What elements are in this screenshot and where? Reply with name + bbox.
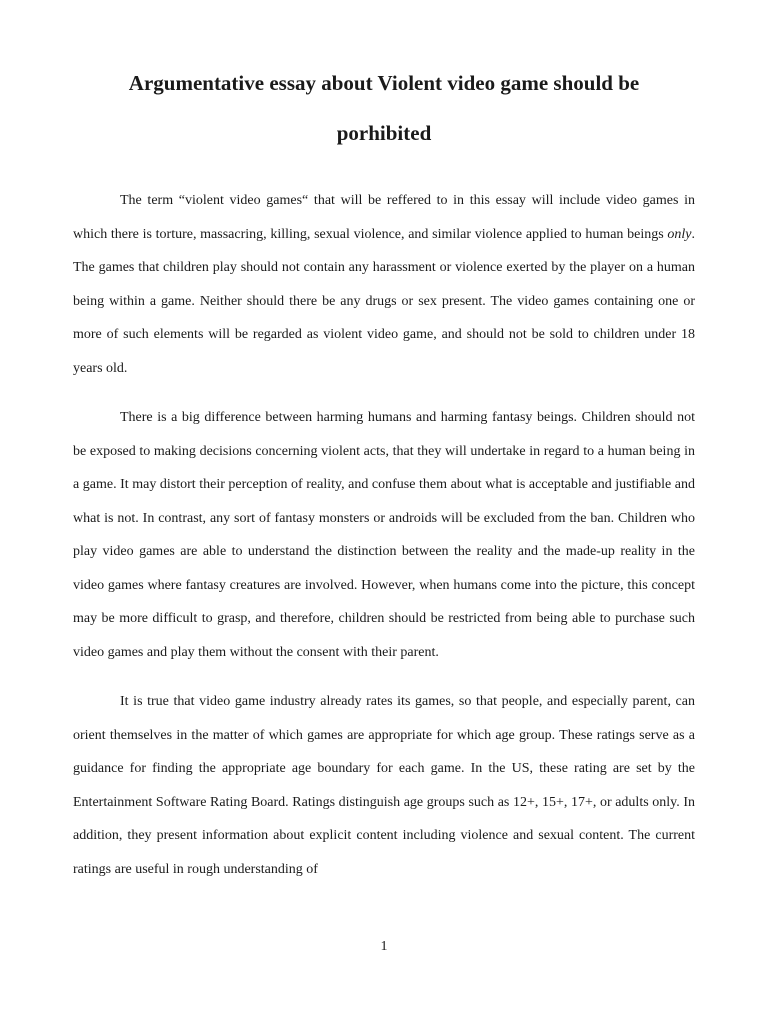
page-number: 1 (380, 939, 388, 954)
paragraph-2: There is a big difference between harming humans and harming fantasy beings. Children should not be exposed to making decisions concerning violent acts, that they will undertake in regard to a human being in a game. It may distort their perception of reality, and confuse them about what is acceptable and justifiable and what is not. In contrast, any sort of fantasy monsters or androids will be excluded from the ban. Children who play video games are able to understand the distinction between the reality and the made-up reality in the video games where fantasy creatures are involved. However, when humans come into the picture, this concept may be more difficult to grasp, and therefore, children should be restricted from being able to purchase such video games and play them without the consent with their parent. (73, 410, 695, 660)
paragraph-1-emphasis: only (667, 226, 692, 242)
paragraph-1 (73, 184, 695, 385)
document-body (73, 184, 695, 886)
document-title-line-2: porhibited (336, 121, 432, 145)
paragraph-1-text-start: The term “violent video games“ that will be reffered to in this essay will include video games in which there is torture, massacring, killing, sexual violence, and similar violence applied to human beings (73, 193, 695, 242)
paragraph-1-text-end: . The games that children play should not contain any harassment or violence exerted by the player on a human being within a game. Neither should there be any drugs or sex present. The video games containing one or more of such elements will be regarded as violent video game, and should not be sold to children under 18 years old. (73, 226, 695, 376)
paragraph-3: It is true that video game industry already rates its games, so that people, and especially parent, can orient themselves in the matter of which games are appropriate for which age group. These ratings serve as a guidance for finding the appropriate age boundary for each game. In the US, these rating are set by the Entertainment Software Rating Board. Ratings distinguish age groups such as 12+, 15+, 17+, or adults only. In addition, they present information about explicit content including violence and sexual content. The current ratings are useful in rough understanding of (73, 694, 695, 877)
document-title-line-1: Argumentative essay about Violent video game should be (128, 71, 640, 95)
